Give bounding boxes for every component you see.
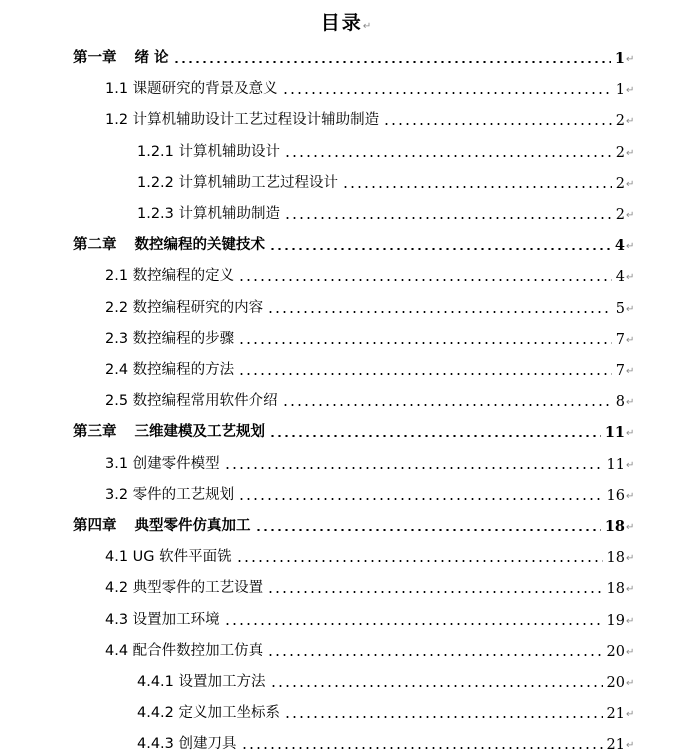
toc-entry[interactable] — [0, 232, 692, 256]
section-title: 创建零件模型 — [132, 455, 220, 472]
page-number: 11 — [603, 457, 625, 473]
page-number: 5 — [612, 301, 625, 317]
section-title: 计算机辅助工艺过程设计 — [178, 174, 339, 191]
dot-leader — [282, 92, 612, 94]
page-number: 7 — [612, 332, 625, 348]
page-number: 18 — [603, 581, 625, 597]
section-title: 计算机辅助设计 — [178, 143, 281, 160]
page-number: 1 — [612, 82, 625, 98]
dot-leader — [224, 467, 603, 469]
toc-entry[interactable] — [0, 513, 692, 537]
section-title: 数控编程的方法 — [132, 362, 235, 378]
toc-entry-label — [105, 452, 224, 473]
dot-leader — [236, 560, 603, 562]
toc-entry[interactable] — [0, 607, 692, 631]
dot-leader — [284, 155, 612, 157]
toc-entry-label — [137, 171, 342, 192]
toc-entry[interactable] — [0, 201, 692, 225]
page-number: 7 — [612, 363, 625, 379]
toc-entry-label — [105, 639, 267, 660]
toc-entry-label — [105, 389, 282, 410]
section-title: 计算机辅助制造 — [178, 206, 281, 222]
paragraph-mark-icon: ↵ — [626, 178, 635, 190]
page-number: 4 — [612, 269, 625, 285]
toc-entry[interactable] — [0, 357, 692, 381]
section-number: 3.2 — [105, 486, 133, 503]
page-number: 20 — [603, 675, 625, 691]
section-title: 设置加工方法 — [178, 674, 266, 690]
toc-entry-label — [73, 420, 269, 441]
dot-leader — [267, 654, 602, 656]
toc-entry[interactable] — [0, 326, 692, 350]
page-number: 16 — [603, 488, 625, 504]
toc-entry[interactable] — [0, 700, 692, 724]
section-number: 2.2 — [105, 299, 133, 316]
paragraph-mark-icon: ↵ — [626, 615, 635, 627]
paragraph-mark-icon: ↵ — [626, 678, 635, 689]
section-number: 1.2.1 — [137, 143, 179, 160]
toc-entry-label — [105, 296, 267, 317]
paragraph-mark-icon: ↵ — [626, 522, 635, 533]
section-number: 2.5 — [105, 393, 133, 410]
toc-entry[interactable] — [0, 139, 692, 163]
section-title: UG 软件平面铣 — [132, 549, 232, 566]
toc-entry-label — [105, 358, 238, 379]
section-title: 课题研究的背景及意义 — [132, 81, 278, 98]
section-title: 典型零件的工艺设置 — [132, 580, 264, 597]
paragraph-mark-icon: ↵ — [626, 428, 635, 440]
toc-title — [0, 8, 692, 35]
dot-leader — [342, 186, 612, 188]
toc-entry-label — [105, 608, 224, 629]
chapter-number: 第三章 — [73, 424, 117, 441]
section-number: 4.4.1 — [137, 674, 179, 690]
dot-leader — [173, 61, 611, 63]
dot-leader — [238, 342, 612, 344]
dot-leader — [238, 279, 612, 281]
page-number: 19 — [603, 613, 625, 629]
page-number: 2 — [612, 207, 625, 223]
toc-entry-label — [105, 327, 238, 348]
toc-entry-label — [105, 483, 238, 504]
paragraph-mark-icon: ↵ — [626, 334, 635, 346]
paragraph-mark-icon: ↵ — [626, 740, 635, 752]
section-number: 1.2.3 — [137, 206, 179, 222]
section-title: 数控编程的步骤 — [132, 330, 235, 347]
chapter-title: 典型零件仿真加工 — [134, 518, 251, 534]
paragraph-mark-icon: ↵ — [626, 272, 635, 284]
section-number: 4.4 — [105, 642, 133, 659]
page-number: 1 — [611, 50, 625, 67]
toc-entry[interactable] — [0, 575, 692, 599]
section-number: 4.4.3 — [137, 736, 179, 753]
page-number: 18 — [603, 550, 625, 566]
page-number: 2 — [612, 145, 625, 161]
toc-entry[interactable] — [0, 263, 692, 287]
dot-leader — [284, 217, 612, 219]
dot-leader — [238, 373, 612, 375]
paragraph-mark-icon: ↵ — [626, 147, 635, 159]
page-number: 2 — [612, 176, 625, 192]
dot-leader — [269, 435, 601, 437]
paragraph-mark-icon: ↵ — [626, 366, 635, 377]
toc-entry[interactable] — [0, 419, 692, 443]
section-title: 零件的工艺规划 — [132, 486, 235, 503]
section-title: 数控编程常用软件介绍 — [132, 393, 278, 410]
chapter-number: 第一章 — [73, 50, 117, 66]
toc-entry[interactable] — [0, 638, 692, 662]
page-number: 4 — [611, 237, 625, 254]
dot-leader — [255, 529, 601, 531]
page-number: 20 — [603, 644, 625, 660]
chapter-number: 第四章 — [73, 518, 117, 534]
toc-entry[interactable] — [0, 45, 692, 69]
toc-entry-label — [137, 202, 284, 223]
toc-entry[interactable] — [0, 544, 692, 568]
section-title: 创建刀具 — [178, 736, 237, 753]
section-number: 1.2.2 — [137, 174, 179, 191]
paragraph-mark-icon: ↵ — [626, 459, 635, 471]
dot-leader — [238, 498, 602, 500]
toc-entry-label — [73, 233, 269, 254]
page-number: 2 — [612, 113, 625, 129]
toc-entry[interactable] — [0, 76, 692, 100]
toc-entry-label — [105, 77, 282, 98]
paragraph-mark-icon: ↵ — [626, 54, 635, 65]
paragraph-mark-icon: ↵ — [626, 584, 635, 596]
dot-leader — [267, 591, 602, 593]
toc-entry[interactable] — [0, 170, 692, 194]
paragraph-mark-icon: ↵ — [626, 709, 635, 721]
dot-leader — [241, 747, 603, 749]
section-number: 2.3 — [105, 330, 133, 347]
section-number: 3.1 — [105, 455, 133, 472]
paragraph-mark-icon: ↵ — [626, 241, 635, 253]
section-title: 设置加工环境 — [132, 611, 220, 628]
paragraph-mark-icon: ↵ — [626, 85, 635, 97]
toc-entry-label — [73, 46, 173, 67]
toc-entry-label — [105, 108, 383, 129]
toc-entry-label — [137, 670, 270, 691]
section-number: 4.1 — [105, 549, 133, 566]
toc-entry[interactable] — [0, 451, 692, 475]
toc-title-text: 目录 — [320, 12, 363, 34]
section-number: 1.2 — [105, 112, 133, 129]
toc-entry-label — [137, 140, 284, 161]
paragraph-mark-icon: ↵ — [626, 116, 635, 128]
dot-leader — [224, 623, 603, 625]
toc-entry-label — [137, 701, 284, 722]
section-title: 定义加工坐标系 — [178, 705, 281, 722]
section-number: 4.3 — [105, 611, 133, 628]
section-number: 2.4 — [105, 362, 133, 378]
dot-leader — [267, 311, 612, 313]
section-title: 计算机辅助设计工艺过程设计辅助制造 — [132, 112, 380, 129]
dot-leader — [270, 685, 603, 687]
toc-entry[interactable] — [0, 107, 692, 131]
dot-leader — [269, 248, 611, 250]
toc-entry[interactable] — [0, 669, 692, 693]
paragraph-mark-icon: ↵ — [626, 397, 635, 409]
dot-leader — [383, 123, 612, 125]
page-number: 8 — [612, 394, 625, 410]
chapter-title: 数控编程的关键技术 — [134, 237, 265, 254]
section-title: 配合件数控加工仿真 — [132, 642, 264, 659]
section-title: 数控编程的定义 — [132, 268, 235, 285]
chapter-number: 第二章 — [73, 237, 117, 254]
chapter-title: 绪 论 — [134, 50, 169, 66]
paragraph-mark-icon: ↵ — [626, 303, 635, 315]
paragraph-mark-icon: ↵ — [626, 490, 635, 502]
toc-entry-label — [137, 732, 241, 753]
page-number: 18 — [601, 518, 625, 535]
section-number: 2.1 — [105, 268, 133, 285]
paragraph-mark-icon: ↵ — [626, 210, 635, 221]
toc-entry[interactable] — [0, 731, 692, 755]
toc-entry-label — [105, 545, 236, 566]
page-number: 11 — [601, 424, 625, 441]
toc-entry[interactable] — [0, 295, 692, 319]
section-number: 1.1 — [105, 81, 133, 98]
chapter-title: 三维建模及工艺规划 — [134, 424, 265, 441]
paragraph-mark-icon: ↵ — [626, 553, 635, 565]
toc-entry[interactable] — [0, 388, 692, 412]
paragraph-mark-icon: ↵ — [626, 646, 635, 658]
section-number: 4.4.2 — [137, 705, 179, 722]
paragraph-mark-icon: ↵ — [362, 21, 372, 32]
toc-entry-label — [73, 514, 255, 535]
toc-entry-label — [105, 264, 238, 285]
dot-leader — [284, 716, 603, 718]
page-number: 21 — [603, 737, 625, 753]
section-number: 4.2 — [105, 580, 133, 597]
toc-entry-label — [105, 576, 267, 597]
dot-leader — [282, 404, 612, 406]
section-title: 数控编程研究的内容 — [132, 299, 264, 316]
page-number: 21 — [603, 706, 625, 722]
toc-entry[interactable] — [0, 482, 692, 506]
